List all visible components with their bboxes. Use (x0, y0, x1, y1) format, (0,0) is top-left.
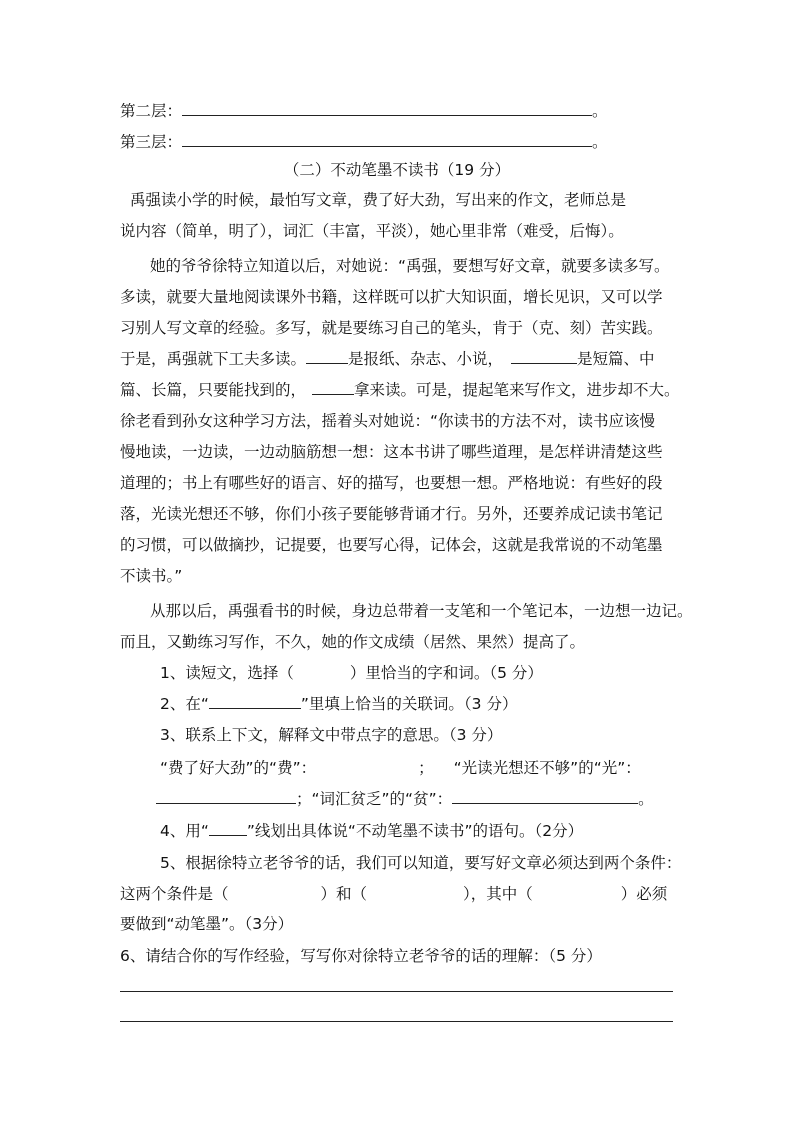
connective-blank-3[interactable] (312, 380, 354, 395)
passage-p2-line2: 多读，就要大量地阅读课外书籍，这样既可以扩大知识面，增长见识，又可以学 (120, 288, 663, 306)
passage-p1-line1: 禹强读小学的时候，最怕写文章，费了好大劲，写出来的作文，老师总是 (130, 191, 627, 209)
passage-p2-line11: 不读书。” (120, 567, 183, 585)
question-3: 3、联系上下文，解释文中带点字的意思。（3 分） (160, 726, 503, 744)
question-6: 6、请结合你的写作经验，写写你对徐特立老爷爷的话的理解：（5 分） (120, 947, 602, 965)
answer-writing-line-2[interactable] (120, 1021, 673, 1022)
q2-blank[interactable] (209, 694, 301, 709)
question-3-line2: “费了好大劲”的“费”： ； “光读光想还不够”的“光”： (160, 759, 641, 777)
passage-p2-line1: 她的爷爷徐特立知道以后，对她说：“禹强，要想写好文章，就要多读多写。 (150, 257, 670, 275)
layer2-label: 第二层： (120, 102, 183, 120)
q3-guang-blank[interactable] (156, 789, 296, 804)
passage-p2-line7: 慢地读，一边读，一边动脑筋想一想：这本书讲了哪些道理，是怎样讲清楚这些 (120, 443, 663, 461)
q3-pin-blank[interactable] (452, 789, 638, 804)
question-1: 1、读短文，选择（ ）里恰当的字和词。（5 分） (160, 664, 543, 682)
layer3-label: 第三层： (120, 133, 183, 151)
question-5-line1: 5、根据徐特立老爷爷的话，我们可以知道，要写好文章必须达到两个条件： (160, 854, 682, 872)
question-5-line3: 要做到“动笔墨”。（3分） (120, 915, 294, 933)
answer-writing-line-1[interactable] (120, 991, 673, 992)
passage-p3-line1: 从那以后，禹强看书的时候，身边总带着一支笔和一个笔记本，一边想一边记。 (150, 602, 693, 620)
passage-p2-line6: 徐老看到孙女这种学习方法，摇着头对她说：“你读书的方法不对，读书应该慢 (120, 412, 656, 430)
connective-blank-2[interactable] (511, 349, 577, 364)
layer2-answer-blank[interactable] (182, 101, 592, 116)
passage-p2-line4: 于是，禹强就下工夫多读。 是报纸、杂志、小说， 是短篇、中 (120, 350, 655, 368)
passage-p2-line9: 落，光读光想还不够，你们小孩子要能够背诵才行。另外，还要养成记读书笔记 (120, 505, 663, 523)
passage-p2-line5: 篇、长篇，只要能找到的， 拿来读。可是，提起笔来写作文，进步却不大。 (120, 381, 680, 399)
question-3-line3: ；“词汇贫乏”的“贫”： 。 (156, 789, 654, 809)
connective-blank-1[interactable] (306, 349, 348, 364)
layer2-line: 第二层： 。 (120, 102, 608, 120)
question-4: 4、用“ ”线划出具体说“不动笔墨不读书”的语句。（2分） (160, 822, 584, 840)
passage-p1-line2: 说内容（简单，明了），词汇（丰富，平淡），她心里非常（难受，后悔）。 (120, 222, 624, 240)
layer3-line: 第三层： 。 (120, 133, 608, 151)
section-title: （二）不动笔墨不读书（19 分） (283, 161, 511, 179)
passage-p2-line8: 道理的；书上有哪些好的语言、好的描写，也要想一想。严格地说：有些好的段 (120, 474, 663, 492)
passage-p2-line3: 习别人写文章的经验。多写，就是要练习自己的笔头，肯于（克、刻）苦实践。 (120, 319, 663, 337)
q4-line-sample (209, 821, 247, 836)
question-2: 2、在“ ”里填上恰当的关联词。（3 分） (160, 695, 518, 713)
passage-p2-line10: 的习惯，可以做摘抄，记提要，也要写心得，记体会，这就是我常说的不动笔墨 (120, 536, 663, 554)
passage-p3-line2: 而且，又勤练习写作，不久，她的作文成绩（居然、果然）提高了。 (120, 633, 586, 651)
layer3-answer-blank[interactable] (182, 132, 592, 147)
question-5-line2: 这两个条件是（ ）和（ ），其中（ ）必须 (120, 885, 668, 903)
